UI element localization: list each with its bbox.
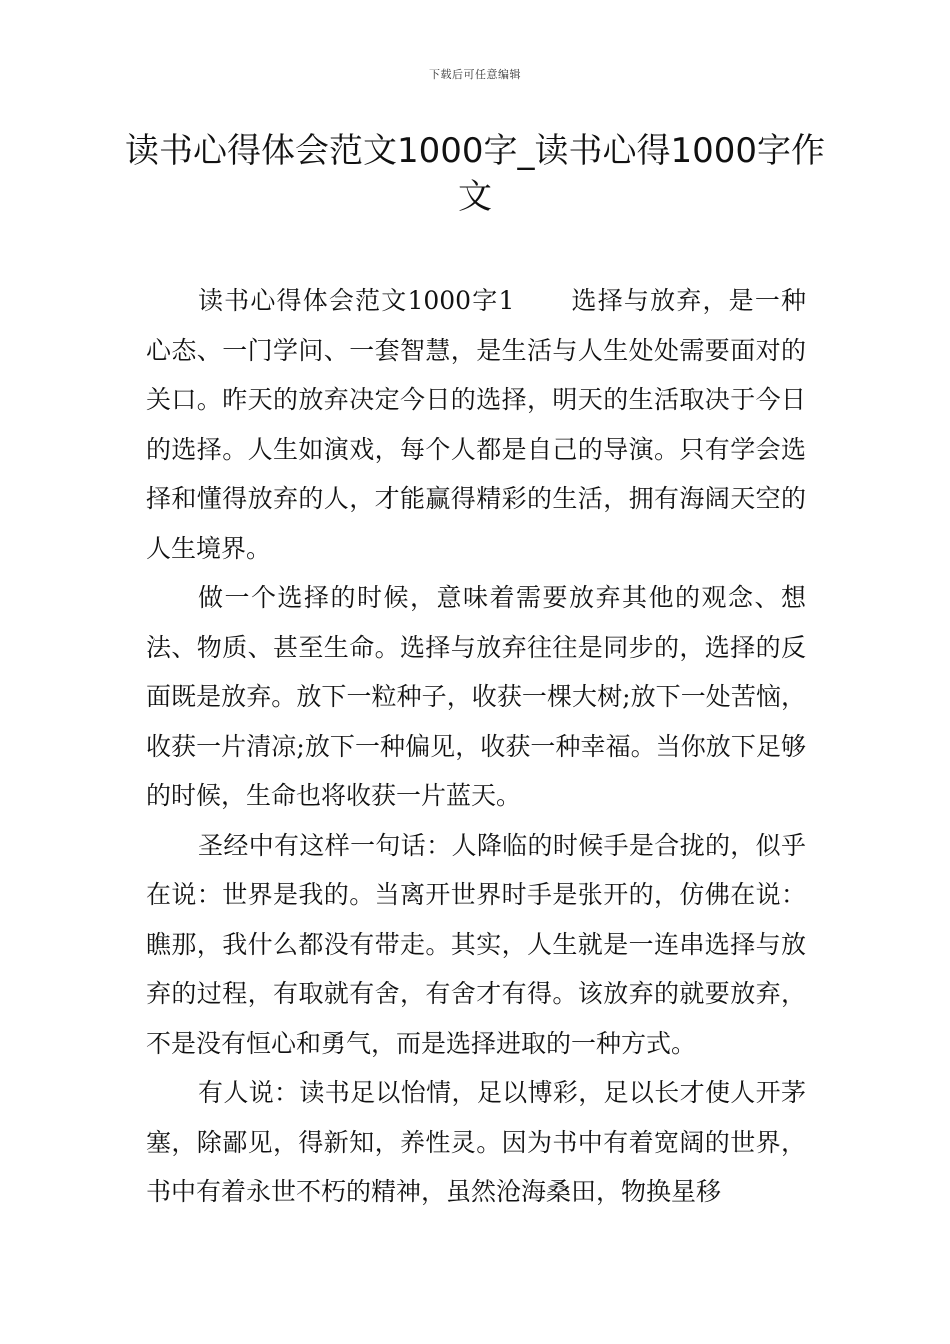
paragraph-2 [146,573,806,821]
paragraph-4 [146,1068,806,1217]
paragraph-1 [146,276,806,573]
paragraph-text: 选择与放弃，是一种心态、一门学问、一套智慧，是生活与人生处处需要面对的关口。昨天的放弃决定今日的选择，明天的生活取决于今日的选择。人生如演戏，每个人都是自己的导演。只有学会选择和懂得放弃的人，才能赢得精彩的生活，拥有海阔天空的人生境界。 [146,286,806,563]
document-title: 读书心得体会范文1000字_读书心得1000字作文 [124,131,826,217]
header-note: 下载后可任意编辑 [429,68,521,81]
paragraph-text: 圣经中有这样一句话：人降临的时候手是合拢的，似乎在说：世界是我的。当离开世界时手是张开的，仿佛在说：瞧那，我什么都没有带走。其实，人生就是一连串选择与放弃的过程，有取就有舍，有舍才有得。该放弃的就要放弃，不是没有恒心和勇气，而是选择进取的一种方式。 [146,830,806,1058]
paragraph-lead: 读书心得体会范文1000字1 [198,286,515,315]
document-body [146,276,806,1217]
paragraph-text: 有人说：读书足以怡情，足以博彩，足以长才使人开茅塞，除鄙见，得新知，养性灵。因为书中有着宽阔的世界，书中有着永世不朽的精神，虽然沧海桑田，物换星移 [146,1078,806,1206]
paragraph-text: 做一个选择的时候，意味着需要放弃其他的观念、想法、物质、甚至生命。选择与放弃往往是同步的，选择的反面既是放弃。放下一粒种子，收获一棵大树;放下一处苦恼，收获一片清凉;放下一种偏见，收获一种幸福。当你放下足够的时候，生命也将收获一片蓝天。 [146,583,806,810]
paragraph-3 [146,821,806,1069]
